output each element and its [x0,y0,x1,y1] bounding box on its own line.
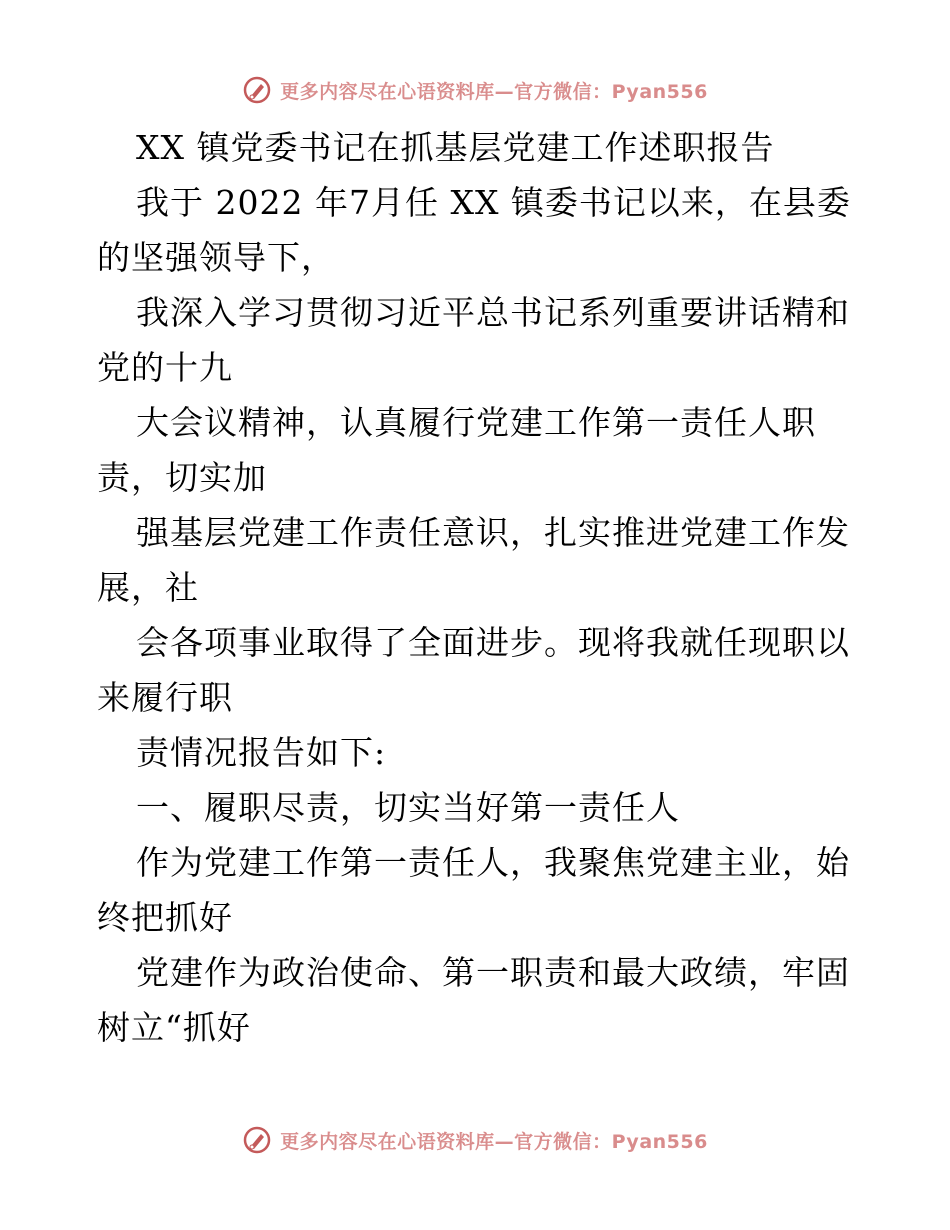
paragraph-line: 党的十九 [97,348,233,387]
paragraph-line: 树立“抓好 [97,1008,251,1047]
paragraph-line: 的坚强领导下， [97,238,335,277]
paragraph-line: 责，切实加 [97,458,267,497]
footer-banner [0,1120,950,1160]
paragraph-line: 作为党建工作第一责任人，我聚焦党建主业，始 [136,843,850,882]
document-title: XX 镇党委书记在抓基层党建工作述职报告 [136,128,775,167]
paragraph-line: 我于 2022 年7月任 XX 镇委书记以来，在县委 [136,183,851,222]
section-heading: 一、履职尽责，切实当好第一责任人 [136,788,680,827]
header-banner-text: 更多内容尽在心语资料库—官方微信：Pyan556 [280,80,708,103]
paragraph-line: 来履行职 [97,678,233,717]
paragraph-line: 强基层党建工作责任意识，扎实推进党建工作发 [136,513,850,552]
pen-logo-icon [242,1125,272,1155]
paragraph-line: 我深入学习贯彻习近平总书记系列重要讲话精和 [136,293,850,332]
paragraph-line: 党建作为政治使命、第一职责和最大政绩，牢固 [136,953,850,992]
document-body [97,120,857,1055]
paragraph-line: 责情况报告如下: [136,733,387,772]
paragraph-line: 大会议精神，认真履行党建工作第一责任人职 [136,403,816,442]
header-banner [0,70,950,110]
paragraph-line: 会各项事业取得了全面进步。现将我就任现职以 [136,623,850,662]
paragraph-line: 终把抓好 [97,898,233,937]
footer-banner-text: 更多内容尽在心语资料库—官方微信：Pyan556 [280,1130,708,1153]
pen-logo-icon [242,75,272,105]
paragraph-line: 展，社 [97,568,199,607]
